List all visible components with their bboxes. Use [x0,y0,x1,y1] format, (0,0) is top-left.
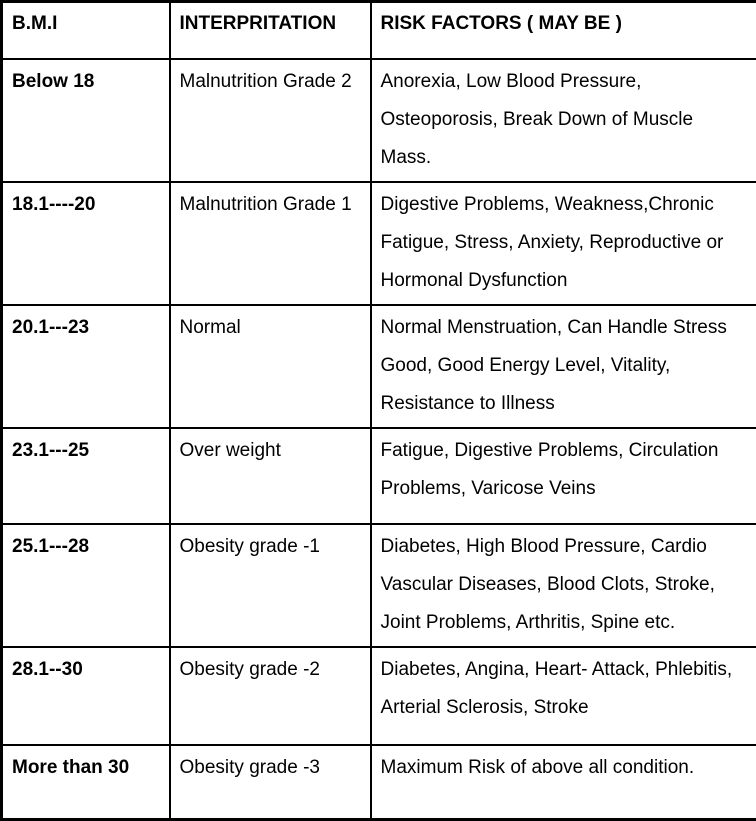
table-row [2,524,756,647]
cell-bmi-range: 25.1---28 [2,524,170,647]
cell-risk-factors: Diabetes, Angina, Heart- Attack, Phlebitis, Arterial Sclerosis, Stroke [371,647,756,745]
cell-interpretation: Malnutrition Grade 1 [170,182,371,305]
cell-risk-factors: Normal Menstruation, Can Handle Stress Good, Good Energy Level, Vitality, Resistance to Illness [371,305,756,428]
table-row [2,647,756,745]
cell-bmi-range: 28.1--30 [2,647,170,745]
cell-bmi-range: 23.1---25 [2,428,170,524]
header-interpretation: INTERPRITATION [170,2,371,59]
table-header-row [2,2,756,59]
cell-bmi-range: More than 30 [2,745,170,820]
cell-interpretation: Normal [170,305,371,428]
cell-risk-factors: Digestive Problems, Weakness,Chronic Fatigue, Stress, Anxiety, Reproductive or Hormonal Dysfunction [371,182,756,305]
cell-risk-factors: Fatigue, Digestive Problems, Circulation Problems, Varicose Veins [371,428,756,524]
header-bmi: B.M.I [2,2,170,59]
cell-bmi-range: 18.1----20 [2,182,170,305]
cell-interpretation: Over weight [170,428,371,524]
cell-bmi-range: 20.1---23 [2,305,170,428]
table-row [2,182,756,305]
table-row [2,745,756,820]
cell-interpretation: Obesity grade -2 [170,647,371,745]
cell-interpretation: Obesity grade -1 [170,524,371,647]
cell-bmi-range: Below 18 [2,59,170,182]
table-row [2,59,756,182]
table-row [2,305,756,428]
cell-risk-factors: Maximum Risk of above all condition. [371,745,756,820]
table-row [2,428,756,524]
cell-interpretation: Malnutrition Grade 2 [170,59,371,182]
cell-interpretation: Obesity grade -3 [170,745,371,820]
cell-risk-factors: Anorexia, Low Blood Pressure, Osteoporosis, Break Down of Muscle Mass. [371,59,756,182]
header-risk-factors: RISK FACTORS ( MAY BE ) [371,2,756,59]
cell-risk-factors: Diabetes, High Blood Pressure, Cardio Vascular Diseases, Blood Clots, Stroke, Joint Problems, Arthritis, Spine etc. [371,524,756,647]
